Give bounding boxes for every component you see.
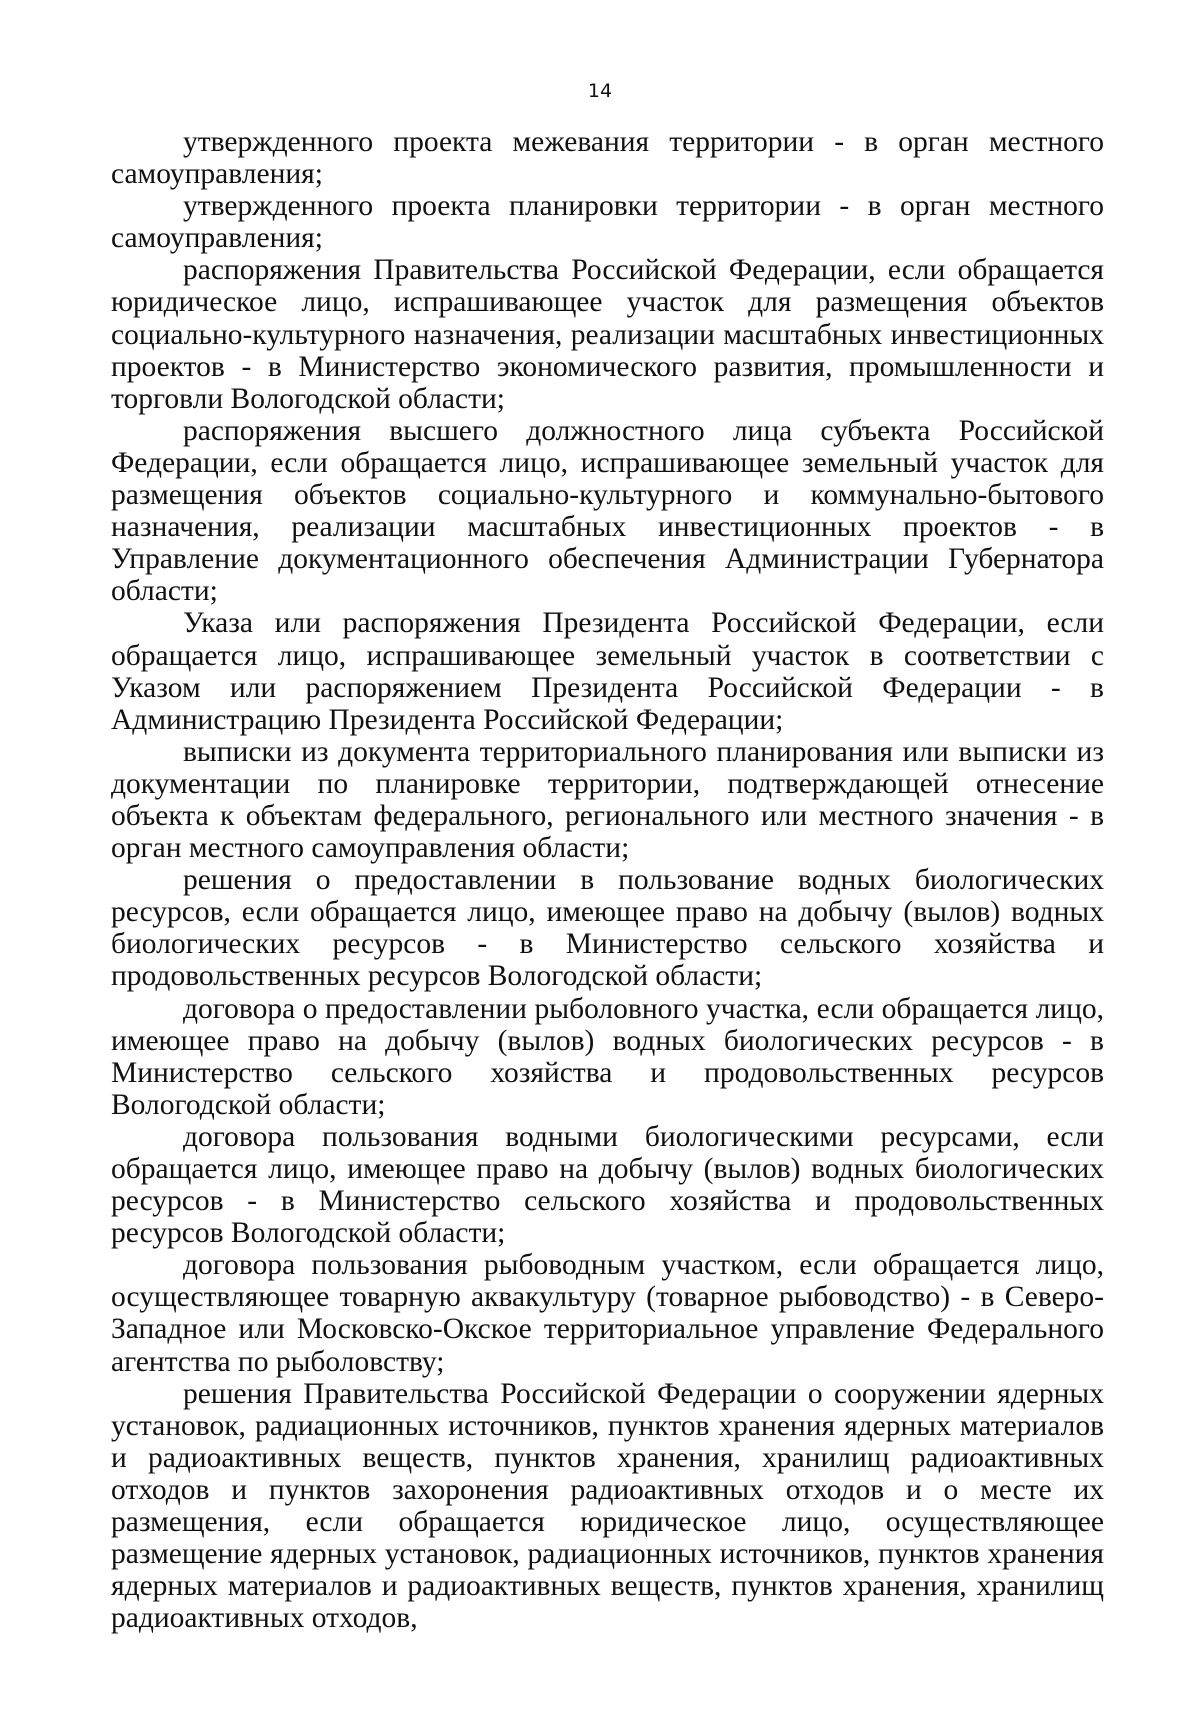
paragraph-7: решения о предоставлении в пользование водных биологических ресурсов, если обращается лицо, имеющее право на добычу (вылов) водных биологических ресурсов - в Министерство сельского хозяйства и продовольственных ресурсов Вологодской области; [111, 864, 1104, 993]
paragraph-3: распоряжения Правительства Российской Федерации, если обращается юридическое лицо, испрашивающее участок для размещения объектов социально-культурного назначения, реализации масштабных инвестиционных проектов - в Министерство экономического развития, промышленности и торговли Вологодской области; [111, 254, 1104, 415]
page-number: 14 [587, 80, 613, 102]
paragraph-6: выписки из документа территориального планирования или выписки из документации по планировке территории, подтверждающей отнесение объекта к объектам федерального, регионального или местного значения - в орган местного самоуправления области; [111, 735, 1104, 865]
paragraph-9: договора пользования водными биологическими ресурсами, если обращается лицо, имеющее право на добычу (вылов) водных биологических ресурсов - в Министерство сельского хозяйства и продовольственных ресурсов Вологодской области; [111, 1120, 1104, 1250]
paragraph-2: утвержденного проекта планировки территории - в орган местного самоуправления; [111, 190, 1104, 255]
document-body [111, 126, 1104, 1634]
paragraph-11: решения Правительства Российской Федерации о сооружении ядерных установок, радиационных источников, пунктов хранения ядерных материалов и радиоактивных веществ, пунктов хранения, хранилищ радиоактивных отходов и пунктов захоронения радиоактивных отходов и о месте их размещения, если обращается юридическое лицо, осуществляющее размещение ядерных установок, радиационных источников, пунктов хранения ядерных материалов и радиоактивных веществ, пунктов хранения, хранилищ радиоактивных отходов, [111, 1377, 1104, 1635]
paragraph-1: утвержденного проекта межевания территории - в орган местного самоуправления; [111, 126, 1104, 191]
paragraph-4: распоряжения высшего должностного лица субъекта Российской Федерации, если обращается лицо, испрашивающее земельный участок для размещения объектов социально-культурного и коммунально-бытового назначения, реализации масштабных инвестиционных проектов - в Управление документационного обеспечения Администрации Губернатора области; [111, 414, 1104, 608]
paragraph-5: Указа или распоряжения Президента Российской Федерации, если обращается лицо, испрашивающее земельный участок в соответствии с Указом или распоряжением Президента Российской Федерации - в Администрацию Президента Российской Федерации; [111, 607, 1104, 736]
paragraph-10: договора пользования рыбоводным участком, если обращается лицо, осуществляющее товарную аквакультуру (товарное рыбоводство) - в Северо-Западное или Московско-Окское территориальное управление Федерального агентства по рыболовству; [111, 1249, 1104, 1378]
paragraph-8: договора о предоставлении рыболовного участка, если обращается лицо, имеющее право на добычу (вылов) водных биологических ресурсов - в Министерство сельского хозяйства и продовольственных ресурсов Вологодской области; [111, 992, 1104, 1121]
